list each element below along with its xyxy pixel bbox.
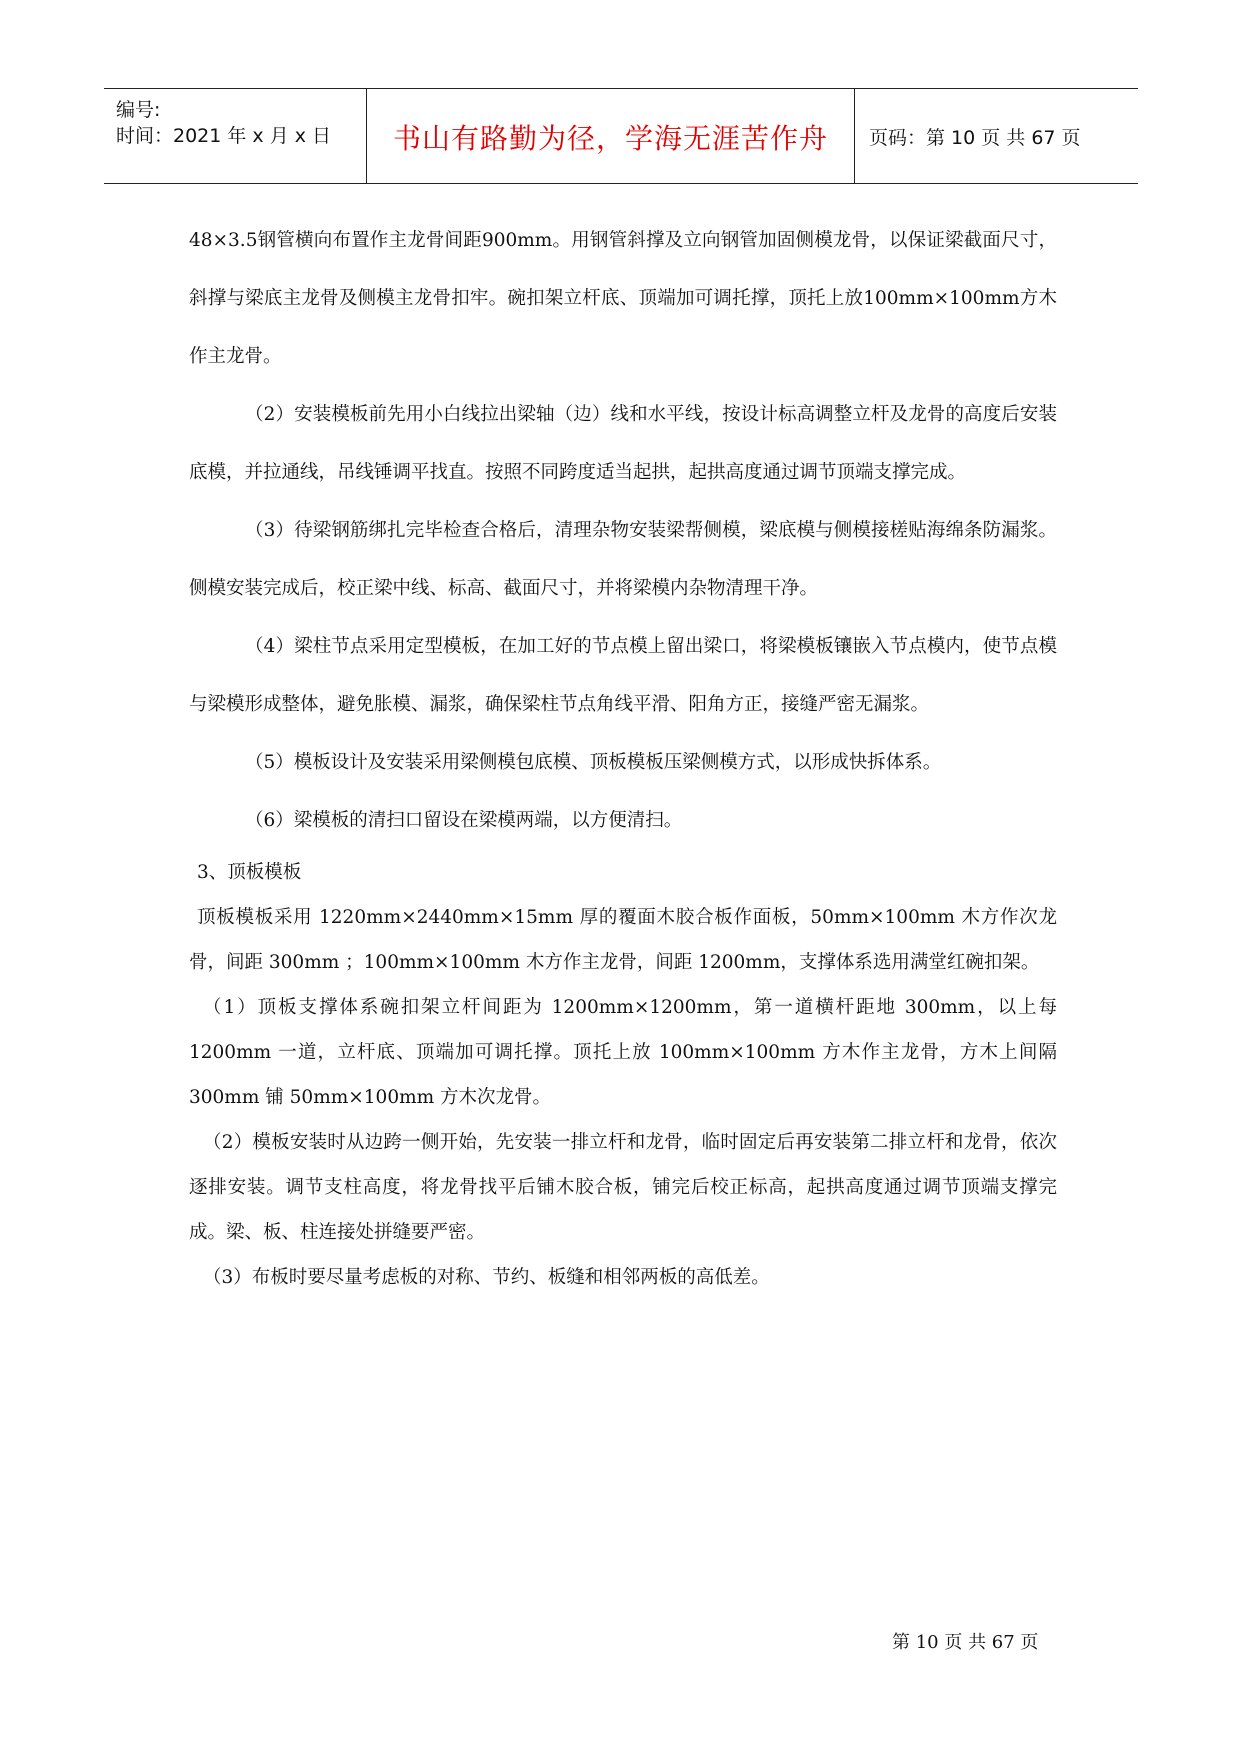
body-paragraph: （3）布板时要尽量考虑板的对称、节约、板缝和相邻两板的高低差。	[203, 1267, 770, 1288]
body-paragraph: （4）梁柱节点采用定型模板，在加工好的节点模上留出梁口，将梁模板镶嵌入节点模内，使节点模与梁模形成整体，避免胀模、漏浆，确保梁柱节点角线平滑、阳角方正，接缝严密无漏浆。	[189, 636, 1057, 715]
body-paragraph: （2）安装模板前先用小白线拉出梁轴（边）线和水平线，按设计标高调整立杆及龙骨的高度后安装底模，并拉通线，吊线锤调平找直。按照不同跨度适当起拱，起拱高度通过调节顶端支撑完成。	[189, 404, 1057, 483]
body-paragraph: （5）模板设计及安装采用梁侧模包底模、顶板模板压梁侧模方式，以形成快拆体系。	[245, 752, 942, 773]
page-footer: 第 10 页 共 67 页	[892, 1632, 1039, 1653]
document-body	[189, 230, 1057, 1300]
section-heading: 3、顶板模板	[197, 862, 302, 883]
header-slogan: 书山有路勤为径，学海无涯苦作舟	[392, 122, 828, 155]
body-paragraph: （2）模板安装时从边跨一侧开始，先安装一排立杆和龙骨，临时固定后再安装第二排立杆和龙骨，依次逐排安装。调节支柱高度，将龙骨找平后铺木胶合板，铺完后校正标高，起拱高度通过调节顶端支撑完成。梁、板、柱连接处拼缝要严密。	[189, 1132, 1057, 1243]
document-time-label: 时间：2021 年 x 月 x 日	[116, 125, 332, 147]
header-meta-cell	[104, 89, 367, 183]
body-paragraph: （1）顶板支撑体系碗扣架立杆间距为 1200mm×1200mm，第一道横杆距地 300mm，以上每 1200mm 一道，立杆底、顶端加可调托撑。顶托上放 100mm×100mm 方木作主龙骨，方木上间隔 300mm 铺 50mm×100mm 方木次龙骨。	[189, 997, 1057, 1108]
body-paragraph: 顶板模板采用 1220mm×2440mm×15mm 厚的覆面木胶合板作面板，50mm×100mm 木方作次龙骨，间距 300mm ；100mm×100mm 木方作主龙骨，间距 1200mm，支撑体系选用满堂红碗扣架。	[189, 907, 1057, 973]
header-page-number: 页码：第 10 页 共 67 页	[869, 127, 1081, 149]
body-paragraph: 48×3.5钢管横向布置作主龙骨间距900mm。用钢管斜撑及立向钢管加固侧模龙骨，以保证梁截面尺寸，斜撑与梁底主龙骨及侧模主龙骨扣牢。碗扣架立杆底、顶端加可调托撑，顶托上放100mm×100mm方木作主龙骨。	[189, 230, 1057, 367]
body-paragraph: （6）梁模板的清扫口留设在梁模两端，以方便清扫。	[245, 810, 683, 831]
document-number-label: 编号:	[116, 99, 161, 121]
page-header	[104, 88, 1138, 184]
body-paragraph: （3）待梁钢筋绑扎完毕检查合格后，清理杂物安装梁帮侧模，梁底模与侧模接槎贴海绵条防漏浆。侧模安装完成后，校正梁中线、标高、截面尺寸，并将梁模内杂物清理干净。	[189, 520, 1057, 599]
header-slogan-cell	[367, 89, 855, 183]
header-page-cell	[855, 89, 1138, 183]
